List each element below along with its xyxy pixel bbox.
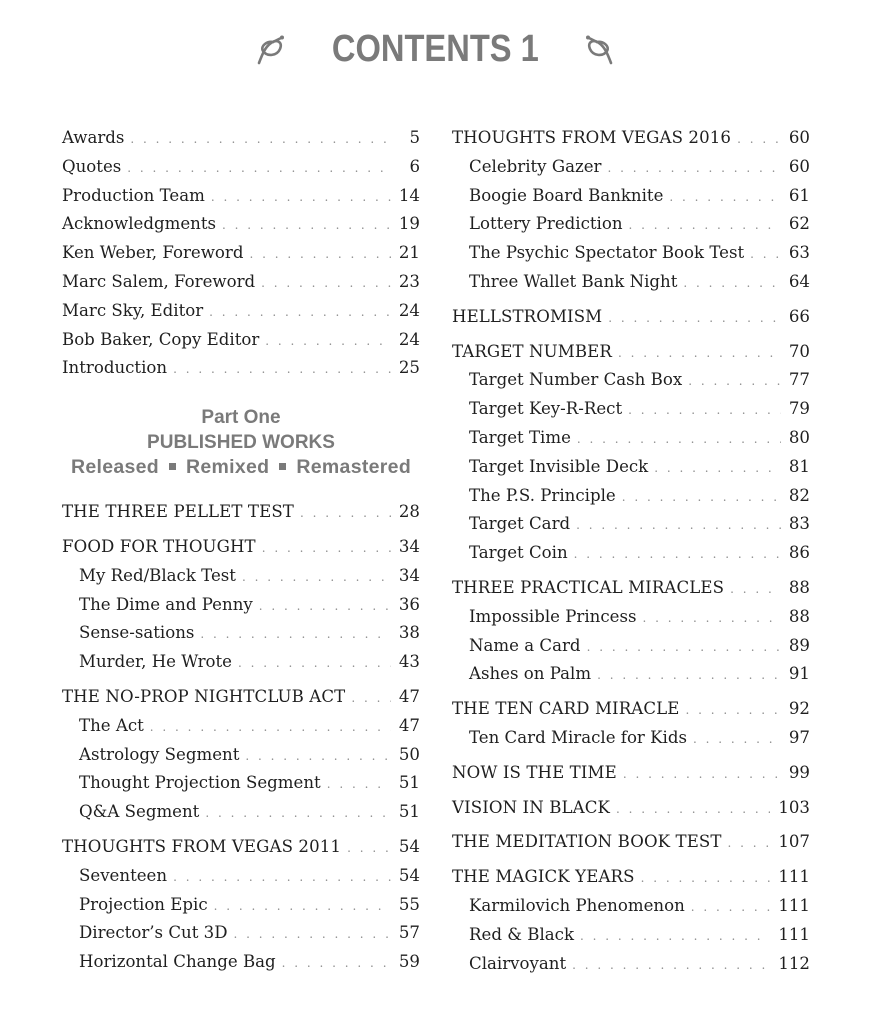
page-number: 89 [788, 635, 810, 655]
page-number: 38 [398, 623, 420, 643]
page-number: 55 [398, 894, 420, 914]
entry-title: Name a Card [469, 635, 581, 655]
page-number: 77 [788, 370, 810, 390]
toc-entry[interactable] [62, 124, 420, 153]
entry-title: Introduction [62, 358, 168, 378]
page-number: 57 [398, 923, 420, 943]
entry-title: NOW IS THE TIME [452, 762, 617, 782]
entry-title: THE NO-PROP NIGHTCLUB ACT [62, 686, 346, 706]
page-number: 34 [398, 565, 420, 585]
toc-section[interactable] [452, 759, 810, 788]
leader-dots [623, 760, 781, 789]
entry-title: Lottery Prediction [469, 214, 623, 234]
left-sections-list [62, 498, 420, 977]
toc-subentry[interactable] [62, 798, 420, 827]
page-number: 62 [788, 214, 810, 234]
toc-section[interactable] [62, 533, 420, 562]
toc-subentry[interactable] [62, 562, 420, 591]
entry-title: THE MEDITATION BOOK TEST [452, 832, 722, 852]
toc-subentry[interactable] [452, 632, 810, 661]
leader-dots [173, 355, 391, 384]
leader-dots [691, 893, 771, 922]
leader-dots [259, 592, 391, 621]
leader-dots [580, 922, 770, 951]
leader-dots [641, 864, 771, 893]
leader-dots [683, 269, 780, 298]
page-number: 83 [788, 514, 810, 534]
leader-dots [238, 649, 391, 678]
toc-section[interactable] [452, 338, 810, 367]
leader-dots [261, 269, 391, 298]
page-number: 88 [788, 606, 810, 626]
page-number: 34 [398, 536, 420, 556]
toc-subentry[interactable] [452, 395, 810, 424]
leader-dots [693, 725, 781, 754]
page-number: 64 [788, 271, 810, 291]
toc-subentry[interactable] [452, 510, 810, 539]
leader-dots [282, 949, 391, 978]
leader-dots [618, 339, 781, 368]
leader-dots [205, 799, 391, 828]
toc-subentry[interactable] [452, 950, 810, 979]
leader-dots [249, 240, 390, 269]
leader-dots [629, 211, 781, 240]
title-block [253, 28, 618, 71]
page-number: 70 [788, 341, 810, 361]
leader-dots [200, 620, 390, 649]
toc-section[interactable] [452, 303, 810, 332]
entry-title: FOOD FOR THOUGHT [62, 536, 256, 556]
toc-subentry[interactable] [452, 153, 810, 182]
leader-dots [574, 540, 781, 569]
entry-title: Projection Epic [79, 894, 208, 914]
leader-dots [750, 240, 781, 269]
leader-dots [622, 483, 781, 512]
page-number: 88 [788, 577, 810, 597]
leader-dots [300, 499, 391, 528]
leader-dots [173, 863, 391, 892]
entry-title: Celebrity Gazer [469, 156, 602, 176]
page-number: 5 [409, 128, 420, 147]
toc-section[interactable] [62, 833, 420, 862]
leader-dots [211, 183, 391, 212]
toc-subentry[interactable] [452, 892, 810, 921]
page-number: 51 [398, 773, 420, 793]
toc-section[interactable] [452, 695, 810, 724]
page-number: 99 [788, 762, 810, 782]
toc-subentry[interactable] [62, 891, 420, 920]
toc-subentry[interactable] [452, 182, 810, 211]
pretzel-knot-icon [253, 33, 287, 67]
page-number: 92 [788, 699, 810, 719]
entry-title: Red & Black [469, 924, 574, 944]
entry-title: THREE PRACTICAL MIRACLES [452, 577, 725, 597]
page-number: 111 [778, 924, 810, 944]
leader-dots [130, 125, 392, 154]
leader-dots [730, 575, 781, 604]
toc-subentry[interactable] [62, 769, 420, 798]
entry-title: Bob Baker, Copy Editor [62, 329, 260, 349]
page-number: 79 [788, 399, 810, 419]
leader-dots [572, 951, 770, 980]
entry-title: The P.S. Principle [469, 485, 616, 505]
page-number: 23 [398, 271, 420, 291]
page-number: 47 [398, 686, 420, 706]
entry-title: Ken Weber, Foreword [62, 243, 244, 263]
page-number: 61 [788, 185, 810, 205]
page-number: 19 [398, 214, 420, 234]
entry-title: Ashes on Palm [469, 664, 592, 684]
entry-title: THE MAGICK YEARS [452, 867, 635, 887]
toc-entry[interactable] [62, 182, 420, 211]
page-number: 103 [778, 797, 810, 817]
toc-section[interactable] [452, 124, 810, 153]
square-bullet-icon [279, 463, 286, 470]
entry-title: Sense-sations [79, 623, 195, 643]
leader-dots [686, 696, 781, 725]
page-number: 28 [398, 502, 420, 522]
entry-title: The Psychic Spectator Book Test [469, 243, 745, 263]
entry-title: Target Invisible Deck [469, 456, 649, 476]
entry-title: THOUGHTS FROM VEGAS 2011 [62, 836, 342, 856]
toc-entry[interactable] [62, 297, 420, 326]
leader-dots [209, 298, 391, 327]
entry-title: Marc Sky, Editor [62, 300, 204, 320]
page-number: 97 [788, 727, 810, 747]
entry-title: Target Key-R-Rect [469, 399, 623, 419]
page-number: 59 [398, 952, 420, 972]
toc-subentry[interactable] [62, 741, 420, 770]
entry-title: TARGET NUMBER [452, 341, 612, 361]
page-title: CONTENTS 1 [331, 28, 539, 70]
toc-subentry[interactable] [62, 591, 420, 620]
toc-right-column [452, 124, 810, 978]
entry-title: Impossible Princess [469, 606, 637, 626]
leader-dots [576, 511, 781, 540]
toc-subentry[interactable] [452, 724, 810, 753]
leader-dots [327, 770, 391, 799]
page-number: 66 [788, 306, 810, 326]
page-number: 111 [778, 867, 810, 887]
entry-title: Acknowledgments [62, 214, 217, 234]
leader-dots [628, 396, 781, 425]
leader-dots [587, 633, 781, 662]
part-title: PUBLISHED WORKS [147, 432, 335, 454]
toc-entry[interactable] [62, 210, 420, 239]
toc-subentry[interactable] [62, 619, 420, 648]
toc-subentry[interactable] [62, 648, 420, 677]
toc-entry[interactable] [62, 153, 420, 182]
entry-title: The Act [79, 715, 144, 735]
leader-dots [616, 795, 770, 824]
toc-entry[interactable] [62, 239, 420, 268]
toc-section[interactable] [62, 498, 420, 527]
page-number: 51 [398, 802, 420, 822]
entry-title: Seventeen [79, 865, 168, 885]
leader-dots [654, 454, 781, 483]
entry-title: Q&A Segment [79, 802, 200, 822]
toc-subentry[interactable] [62, 948, 420, 977]
toc-subentry[interactable] [452, 239, 810, 268]
entry-title: Quotes [62, 156, 122, 176]
toc-subentry[interactable] [452, 603, 810, 632]
leader-dots [234, 920, 391, 949]
entry-title: Karmilovich Phenomenon [469, 895, 685, 915]
entry-title: Astrology Segment [79, 744, 240, 764]
page-number: 47 [398, 715, 420, 735]
toc-section[interactable] [62, 683, 420, 712]
leader-dots [597, 661, 781, 690]
page-number: 81 [788, 456, 810, 476]
part-subtitle-word: Released [70, 456, 159, 479]
leader-dots [347, 834, 391, 863]
toc-left-column [62, 124, 420, 977]
page-number: 24 [398, 329, 420, 349]
page-number: 54 [398, 865, 420, 885]
entry-title: Director’s Cut 3D [79, 923, 228, 943]
square-bullet-icon [169, 463, 176, 470]
entry-title: Thought Projection Segment [79, 773, 321, 793]
part-heading [62, 405, 420, 480]
entry-title: THE THREE PELLET TEST [62, 502, 294, 522]
page-number: 91 [788, 664, 810, 684]
page-number: 82 [788, 485, 810, 505]
entry-title: Clairvoyant [469, 953, 567, 973]
page-number: 6 [409, 156, 420, 176]
leader-dots [242, 563, 391, 592]
front-matter-list [62, 124, 420, 383]
leader-dots [577, 425, 781, 454]
page-number: 36 [398, 594, 420, 614]
toc-section[interactable] [452, 863, 810, 892]
toc-subentry[interactable] [452, 482, 810, 511]
leader-dots [127, 154, 392, 183]
page-number: 80 [788, 427, 810, 447]
leader-dots [245, 742, 390, 771]
entry-title: HELLSTROMISM [452, 306, 603, 326]
entry-title: Three Wallet Bank Night [469, 271, 678, 291]
entry-title: Target Card [469, 514, 571, 534]
entry-title: Target Coin [469, 543, 568, 563]
leader-dots [669, 183, 780, 212]
toc-section[interactable] [452, 828, 810, 857]
part-number: Part One [201, 407, 281, 429]
page-number: 54 [398, 836, 420, 856]
entry-title: VISION IN BLACK [452, 797, 610, 817]
entry-title: Murder, He Wrote [79, 652, 232, 672]
toc-subentry[interactable] [452, 366, 810, 395]
entry-title: Marc Salem, Foreword [62, 271, 256, 291]
toc-section[interactable] [452, 794, 810, 823]
toc-subentry[interactable] [62, 919, 420, 948]
leader-dots [351, 684, 391, 713]
part-subtitle-word: Remixed [186, 456, 270, 479]
toc-entry[interactable] [62, 268, 420, 297]
page-number: 25 [398, 358, 420, 378]
page-number: 86 [788, 543, 810, 563]
entry-title: Target Number Cash Box [469, 370, 683, 390]
toc-entry[interactable] [62, 354, 420, 383]
leader-dots [688, 367, 781, 396]
entry-title: My Red/Black Test [79, 565, 236, 585]
page-number: 107 [778, 832, 810, 852]
toc-subentry[interactable] [452, 660, 810, 689]
leader-dots [262, 534, 391, 563]
leader-dots [643, 604, 781, 633]
toc-subentry[interactable] [452, 453, 810, 482]
entry-title: Ten Card Miracle for Kids [469, 727, 687, 747]
leader-dots [728, 829, 771, 858]
page-header [0, 28, 870, 71]
part-subtitle [62, 455, 420, 480]
leader-dots [150, 713, 391, 742]
leader-dots [607, 154, 780, 183]
leader-dots [222, 211, 391, 240]
toc-subentry[interactable] [452, 424, 810, 453]
page-number: 43 [398, 652, 420, 672]
entry-title: Awards [62, 128, 125, 147]
page-number: 21 [398, 243, 420, 263]
part-subtitle-word: Remastered [296, 456, 412, 479]
toc-section[interactable] [452, 574, 810, 603]
toc-entry[interactable] [62, 326, 420, 355]
right-sections-list [452, 124, 810, 978]
leader-dots [608, 304, 781, 333]
page-number: 14 [398, 185, 420, 205]
page-number: 24 [398, 300, 420, 320]
leader-dots [214, 892, 391, 921]
toc-subentry[interactable] [452, 921, 810, 950]
entry-title: The Dime and Penny [79, 594, 253, 614]
entry-title: Target Time [469, 427, 571, 447]
entry-title: THE TEN CARD MIRACLE [452, 699, 680, 719]
entry-title: Horizontal Change Bag [79, 952, 276, 972]
entry-title: Production Team [62, 185, 205, 205]
leader-dots [265, 327, 391, 356]
toc-subentry[interactable] [452, 539, 810, 568]
page-number: 60 [788, 128, 810, 147]
page-number: 111 [778, 895, 810, 915]
page-number: 112 [778, 953, 810, 973]
page-number: 63 [788, 243, 810, 263]
page-number: 60 [788, 156, 810, 176]
entry-title: THOUGHTS FROM VEGAS 2016 [452, 128, 732, 147]
toc-subentry[interactable] [452, 268, 810, 297]
page-number: 50 [398, 744, 420, 764]
entry-title: Boogie Board Banknite [469, 185, 664, 205]
leader-dots [737, 125, 781, 154]
toc-subentry[interactable] [62, 862, 420, 891]
pretzel-knot-icon [583, 33, 617, 67]
toc-subentry[interactable] [62, 712, 420, 741]
toc-subentry[interactable] [452, 210, 810, 239]
